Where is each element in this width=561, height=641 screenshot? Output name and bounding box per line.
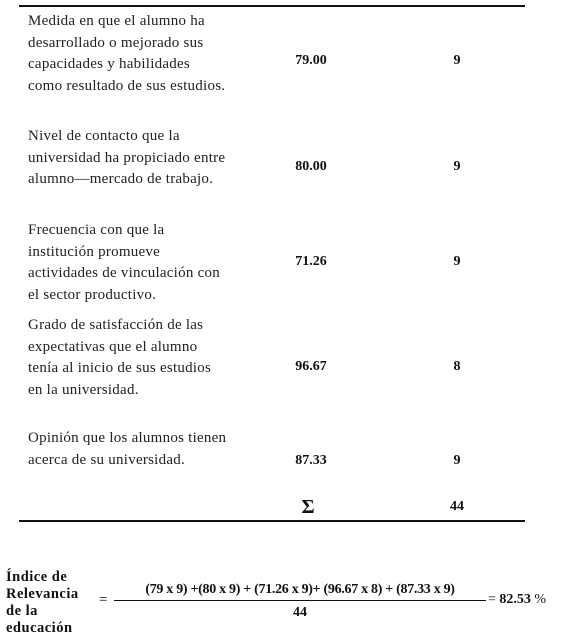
row-description: Frecuencia con que la institución promueve actividades de vinculación con el sector productivo. [28, 222, 221, 303]
formula-label: Índice de Relevancia de la educación [6, 569, 79, 636]
row-count: 9 [453, 53, 461, 68]
result-unit: % [534, 592, 547, 607]
table-bottom-rule [19, 520, 525, 522]
row-value: 80.00 [295, 159, 327, 174]
row-description: Grado de satisfacción de las expectativas que el alumno tenía al inicio de sus estudios en la universidad. [28, 317, 212, 398]
row-value: 96.67 [295, 359, 327, 374]
row-description: Opinión que los alumnos tienen acerca de su universidad. [28, 430, 227, 468]
total-count: 44 [450, 499, 464, 514]
table-top-rule [19, 5, 525, 7]
formula-result [488, 592, 546, 608]
row-count: 9 [453, 453, 461, 468]
sum-symbol: Σ [301, 496, 315, 518]
formula-denominator: 44 [293, 605, 307, 620]
row-count: 9 [453, 254, 461, 269]
row-count: 8 [453, 359, 461, 374]
row-value: 71.26 [295, 254, 327, 269]
row-value: 79.00 [295, 53, 327, 68]
row-description: Nivel de contacto que la universidad ha propiciado entre alumno—mercado de trabajo. [28, 128, 226, 187]
result-value: 82.53 [499, 592, 531, 607]
formula-equals-left: = [99, 592, 108, 608]
row-description: Medida en que el alumno ha desarrollado o mejorado sus capacidades y habilidades como resultado de sus estudios. [28, 13, 226, 94]
fraction-line [114, 600, 486, 601]
formula-numerator: (79 x 9) +(80 x 9) + (71.26 x 9)+ (96.67 x 8) + (87.33 x 9) [145, 582, 455, 597]
row-count: 9 [453, 159, 461, 174]
row-value: 87.33 [295, 453, 327, 468]
formula-equals-right: = [488, 592, 496, 607]
